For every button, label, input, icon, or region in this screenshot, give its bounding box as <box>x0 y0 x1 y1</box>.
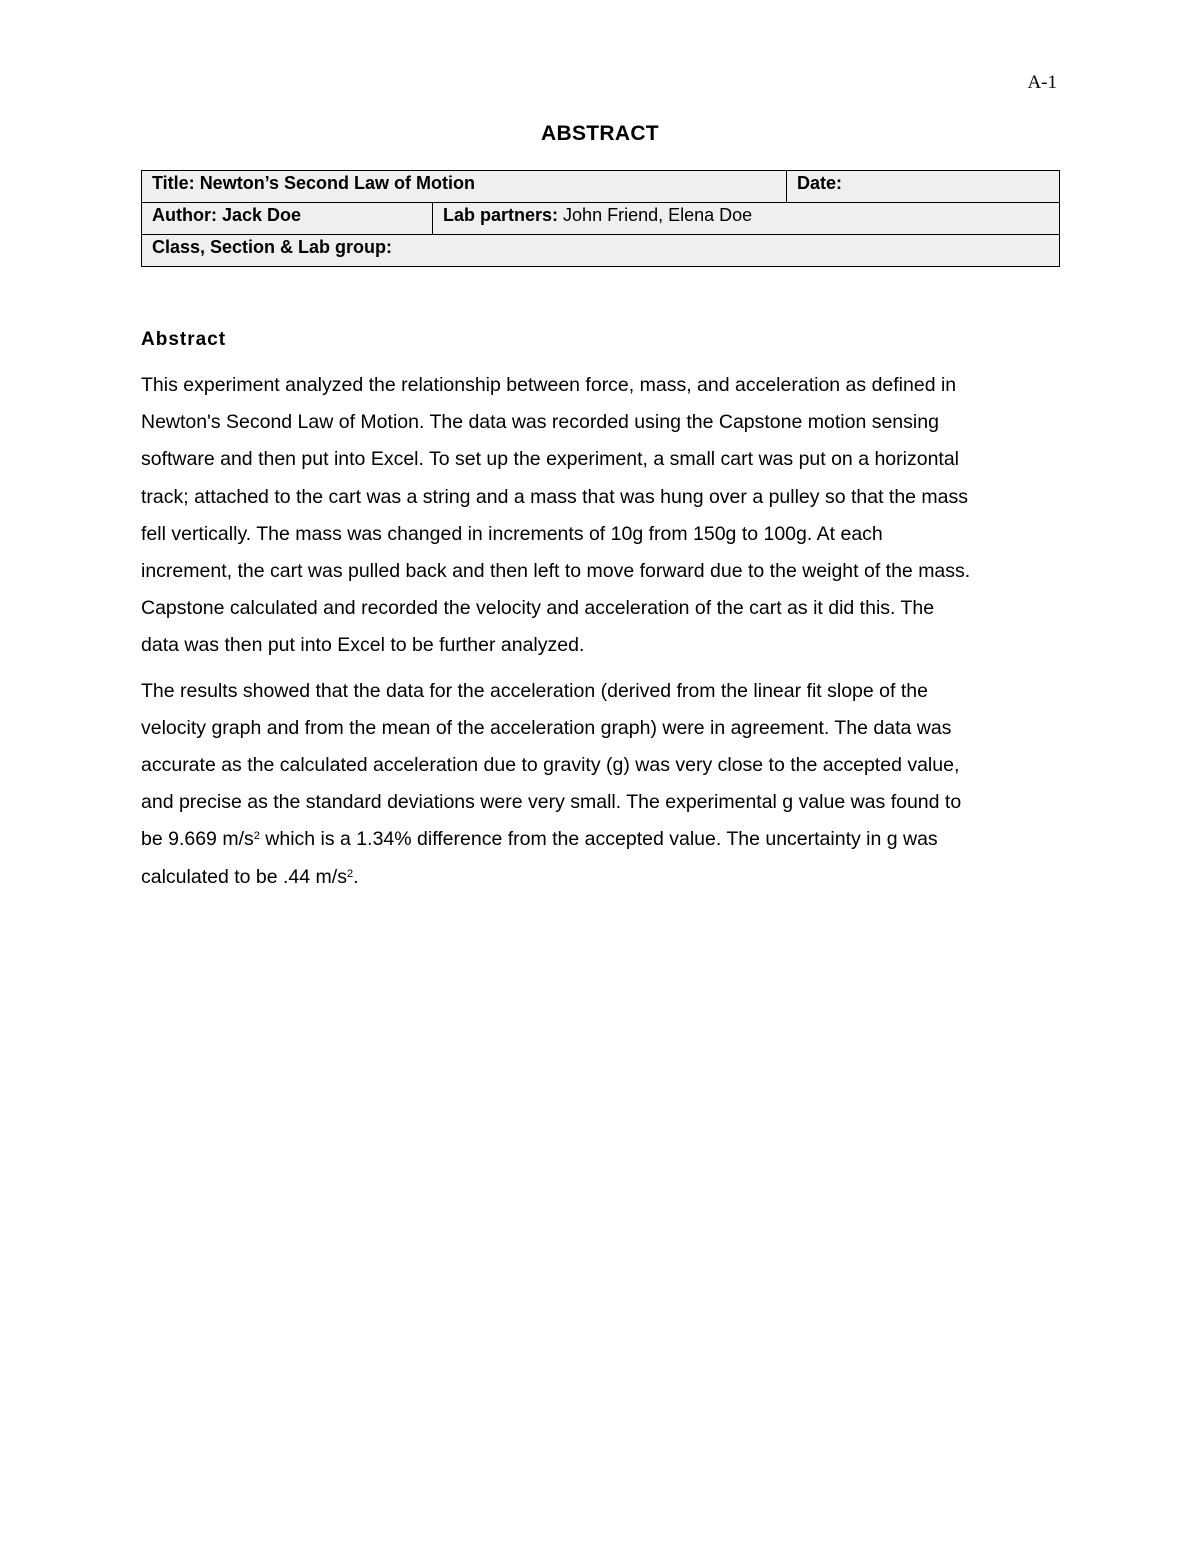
line-text: . <box>353 865 359 888</box>
paragraph-line: The results showed that the data for the acceleration (derived from the linear fit slope of the <box>141 679 928 702</box>
lab-partners-value: John Friend, Elena Doe <box>563 205 753 225</box>
abstract-paragraph-2 <box>141 673 1071 896</box>
paragraph-line: fell vertically. The mass was changed in increments of 10g from 150g to 100g. At each <box>141 522 883 545</box>
author-label: Author: <box>152 205 217 225</box>
title-label: Title: <box>152 173 195 193</box>
line-text: calculated to be .44 m/s <box>141 865 347 888</box>
lab-partners-label: Lab partners: <box>443 205 559 225</box>
abstract-body <box>141 367 1071 904</box>
paragraph-line: Capstone calculated and recorded the velocity and acceleration of the cart as it did this. The <box>141 597 935 620</box>
paragraph-line: software and then put into Excel. To set up the experiment, a small cart was put on a horizontal <box>141 448 960 471</box>
date-label: Date: <box>797 173 843 193</box>
paragraph-line: Newton's Second Law of Motion. The data was recorded using the Capstone motion sensing <box>141 411 939 434</box>
class-section-cell <box>142 235 1060 267</box>
paragraph-line: velocity graph and from the mean of the acceleration graph) were in agreement. The data was <box>141 716 952 739</box>
title-value: Newton’s Second Law of Motion <box>199 173 476 193</box>
table-row <box>142 203 1060 235</box>
paragraph-line <box>141 821 1071 858</box>
document-heading: ABSTRACT <box>541 122 659 145</box>
date-cell <box>787 171 1060 203</box>
table-row <box>142 235 1060 267</box>
abstract-section-heading: Abstract <box>141 329 227 350</box>
line-text: be 9.669 m/s <box>141 828 254 851</box>
paragraph-line: and precise as the standard deviations were very small. The experimental g value was found to <box>141 791 962 814</box>
paragraph-line <box>141 859 1071 896</box>
title-cell <box>142 171 787 203</box>
paragraph-line: This experiment analyzed the relationship between force, mass, and acceleration as defined in <box>141 374 957 396</box>
page-number: A-1 <box>1027 72 1057 93</box>
superscript: 2 <box>253 830 260 843</box>
paragraph-line: data was then put into Excel to be further analyzed. <box>141 634 585 657</box>
author-cell <box>142 203 433 235</box>
table-row <box>142 171 1060 203</box>
paragraph-line: increment, the cart was pulled back and then left to move forward due to the weight of the mass. <box>141 560 971 583</box>
author-value: Jack Doe <box>222 205 302 225</box>
paragraph-line: accurate as the calculated acceleration due to gravity (g) was very close to the accepted value, <box>141 754 960 777</box>
line-text: which is a 1.34% difference from the accepted value. The uncertainty in g was <box>259 828 938 851</box>
lab-partners-cell <box>433 203 1060 235</box>
lab-info-table <box>141 170 1060 267</box>
paragraph-line: track; attached to the cart was a string and a mass that was hung over a pulley so that the mass <box>141 485 969 508</box>
superscript: 2 <box>346 867 354 880</box>
class-section-label: Class, Section & Lab group: <box>152 237 393 257</box>
abstract-paragraph-1 <box>141 367 1071 665</box>
